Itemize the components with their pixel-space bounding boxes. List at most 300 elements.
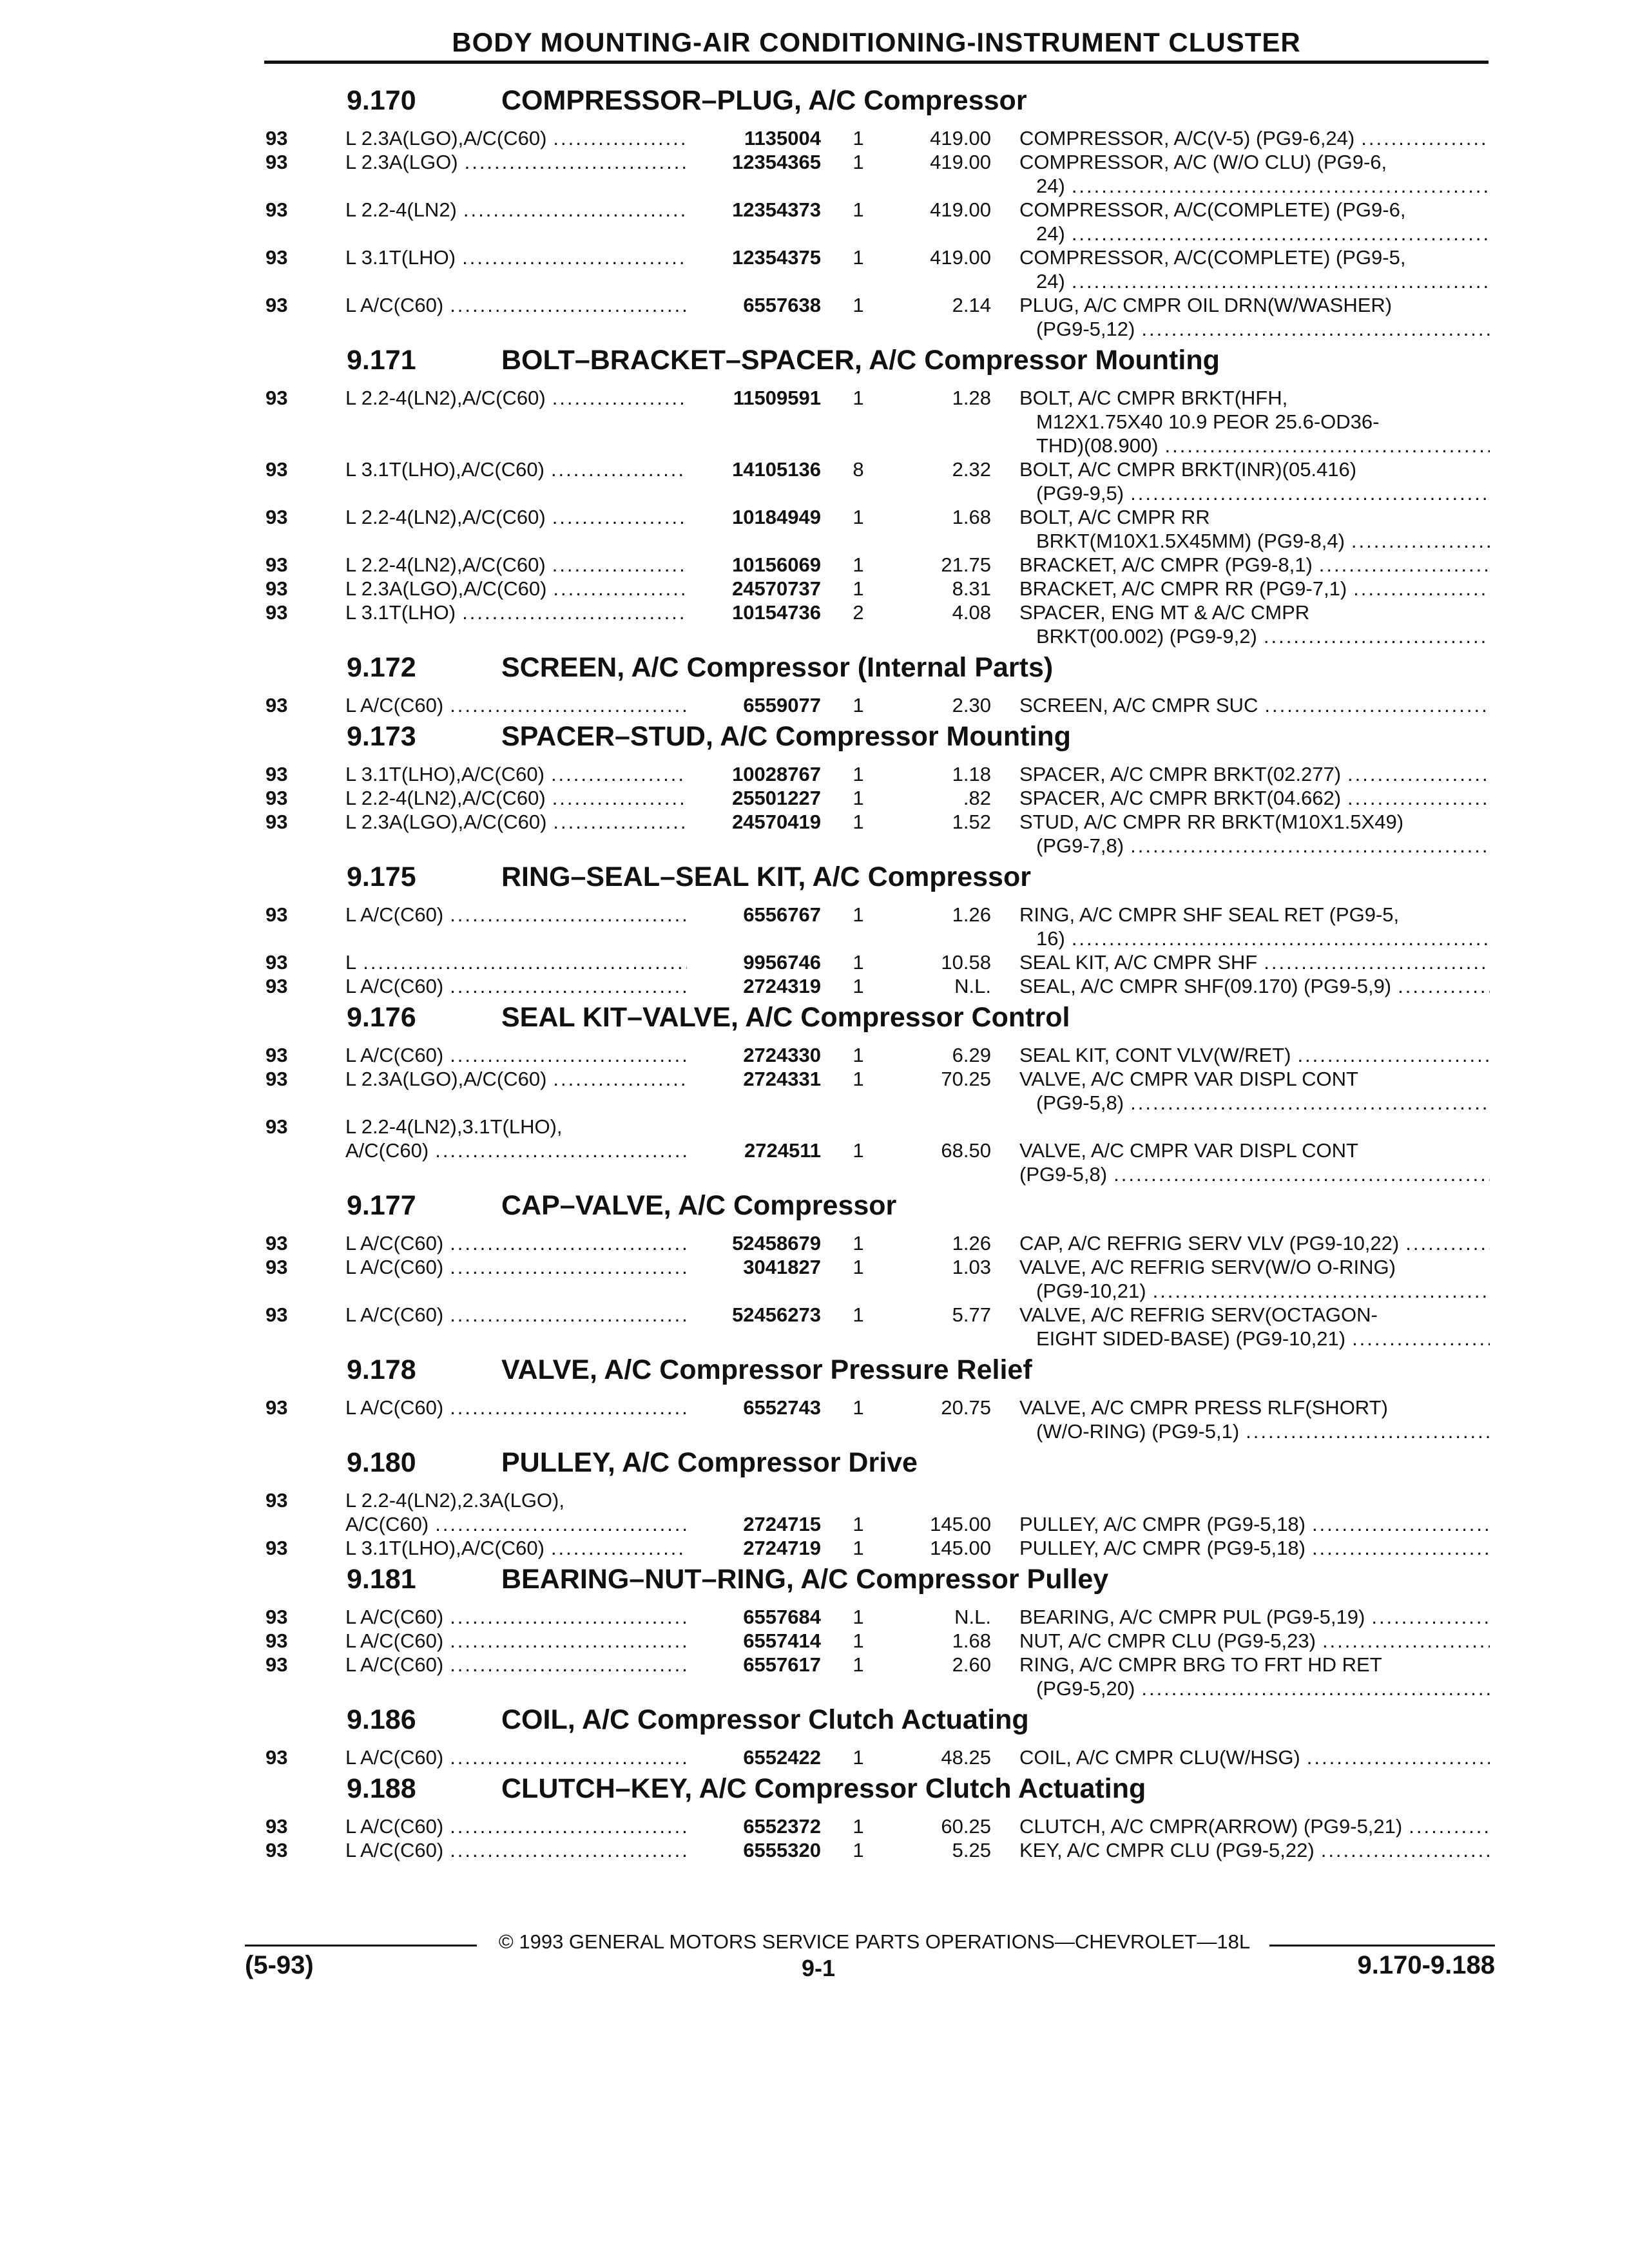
section-title: CLUTCH–KEY, A/C Compressor Clutch Actuating <box>501 1773 1146 1804</box>
part-number: 10028767 <box>732 763 821 785</box>
application-cell <box>345 786 687 810</box>
section-title: COIL, A/C Compressor Clutch Actuating <box>501 1704 1029 1735</box>
description-text: BOLT, A/C CMPR BRKT(INR)(05.416) <box>1019 458 1357 481</box>
description-line <box>1019 1162 1490 1186</box>
part-number: 11509591 <box>733 387 821 409</box>
description-text: SCREEN, A/C CMPR SUC <box>1019 694 1258 716</box>
description-cell <box>1019 150 1490 198</box>
quantity: 1 <box>853 1044 864 1066</box>
quantity: 1 <box>853 1815 864 1838</box>
description-cell <box>1019 762 1490 786</box>
application-line <box>345 1255 687 1279</box>
application-cell <box>345 1838 687 1862</box>
description-text: PULLEY, A/C CMPR (PG9-5,18) <box>1019 1513 1306 1535</box>
description-cell <box>1019 553 1490 577</box>
description-cell <box>1019 245 1490 293</box>
application-cell <box>345 1231 687 1255</box>
description-line <box>1019 1231 1490 1255</box>
price: 419.00 <box>930 198 991 221</box>
description-text: BOLT, A/C CMPR RR <box>1019 506 1210 528</box>
description-text: CAP, A/C REFRIG SERV VLV (PG9-10,22) <box>1019 1232 1400 1254</box>
leader-dots <box>1316 1629 1490 1653</box>
section-header <box>0 1769 1629 1814</box>
description-text: (PG9-10,21) <box>1036 1280 1146 1302</box>
quantity: 1 <box>853 1232 864 1254</box>
description-line <box>1019 222 1490 245</box>
application-cell <box>345 1814 687 1838</box>
application-text: L A/C(C60) <box>345 975 444 997</box>
leader-dots <box>429 1139 687 1162</box>
application-text: L 2.2-4(LN2),A/C(C60) <box>345 787 546 809</box>
part-number: 6552372 <box>743 1815 821 1838</box>
description-cell <box>1019 693 1490 717</box>
footer-rule-right <box>1269 1945 1495 1946</box>
model-year: 93 <box>265 763 288 785</box>
leader-dots <box>1124 1091 1490 1115</box>
section-number: 9.177 <box>347 1190 416 1221</box>
section-title: SPACER–STUD, A/C Compressor Mounting <box>501 721 1071 752</box>
description-text: VALVE, A/C CMPR VAR DISPL CONT <box>1019 1068 1358 1090</box>
price: 70.25 <box>941 1068 991 1090</box>
model-year: 93 <box>265 506 288 528</box>
leader-dots <box>545 1536 687 1560</box>
description-text: (PG9-5,8) <box>1036 1091 1124 1114</box>
model-year: 93 <box>265 294 288 316</box>
description-cell <box>1019 1303 1490 1350</box>
leader-dots <box>1124 481 1490 505</box>
application-line <box>345 762 687 786</box>
quantity: 1 <box>853 1606 864 1628</box>
part-row <box>0 1303 1629 1350</box>
footer-date: (5-93) <box>245 1951 314 1979</box>
description-cell <box>1019 1115 1490 1186</box>
model-year: 93 <box>265 127 288 149</box>
description-line <box>1019 198 1490 222</box>
application-text: L <box>345 951 357 974</box>
application-line <box>345 505 687 529</box>
part-number: 6556767 <box>743 903 821 926</box>
description-cell <box>1019 1255 1490 1303</box>
description-text: VALVE, A/C CMPR VAR DISPL CONT <box>1019 1139 1358 1162</box>
part-number: 6557684 <box>743 1606 821 1628</box>
description-line <box>1019 126 1490 150</box>
description-line <box>1019 1814 1490 1838</box>
description-line <box>1019 269 1490 293</box>
description-line <box>1019 1605 1490 1629</box>
leader-dots <box>443 1653 687 1677</box>
application-text: L 2.2-4(LN2),3.1T(LHO), <box>345 1115 563 1138</box>
part-row <box>0 601 1629 648</box>
section-header <box>0 858 1629 903</box>
price: 2.32 <box>952 458 991 481</box>
part-number: 24570737 <box>732 577 821 600</box>
application-text: L A/C(C60) <box>345 1629 444 1652</box>
description-cell <box>1019 1536 1490 1560</box>
leader-dots <box>546 810 687 834</box>
description-cell <box>1019 293 1490 341</box>
leader-dots <box>1159 434 1490 457</box>
section-title: PULLEY, A/C Compressor Drive <box>501 1447 918 1478</box>
description-line <box>1019 1303 1490 1327</box>
description-line <box>1019 1629 1490 1653</box>
description-line <box>1019 317 1490 341</box>
model-year: 93 <box>265 1839 288 1861</box>
model-year: 93 <box>265 975 288 997</box>
leader-dots <box>1239 1419 1490 1443</box>
leader-dots <box>1257 624 1490 648</box>
model-year: 93 <box>265 246 288 269</box>
price: 419.00 <box>930 246 991 269</box>
description-text: EIGHT SIDED-BASE) (PG9-10,21) <box>1036 1327 1346 1350</box>
leader-dots <box>546 1067 687 1091</box>
section-number: 9.181 <box>347 1564 416 1595</box>
quantity: 1 <box>853 246 864 269</box>
application-line <box>345 198 687 222</box>
section-header <box>0 341 1629 386</box>
part-row <box>0 1043 1629 1067</box>
application-line <box>345 150 687 174</box>
section-number: 9.180 <box>347 1447 416 1478</box>
application-line <box>345 601 687 624</box>
price: 1.52 <box>952 811 991 833</box>
price: 8.31 <box>952 577 991 600</box>
part-number: 52456273 <box>732 1303 821 1326</box>
model-year: 93 <box>265 198 288 221</box>
description-text: STUD, A/C CMPR RR BRKT(M10X1.5X49) <box>1019 811 1404 833</box>
application-line <box>345 293 687 317</box>
application-cell <box>345 245 687 269</box>
leader-dots <box>1345 1327 1490 1350</box>
price: 1.03 <box>952 1256 991 1278</box>
description-line <box>1019 386 1490 410</box>
part-row <box>0 198 1629 245</box>
leader-dots <box>1402 1814 1490 1838</box>
part-number: 6552743 <box>743 1396 821 1419</box>
description-line <box>1019 1067 1490 1091</box>
section-header <box>0 81 1629 126</box>
part-row <box>0 1488 1629 1536</box>
description-cell <box>1019 1629 1490 1653</box>
description-text: NUT, A/C CMPR CLU (PG9-5,23) <box>1019 1629 1316 1652</box>
price: 1.18 <box>952 763 991 785</box>
header-rule <box>264 61 1489 64</box>
leader-dots <box>1315 1838 1490 1862</box>
model-year: 93 <box>265 1256 288 1278</box>
quantity: 1 <box>853 387 864 409</box>
application-line <box>345 950 687 974</box>
leader-dots <box>457 198 687 222</box>
application-text: L A/C(C60) <box>345 694 444 716</box>
part-row <box>0 1396 1629 1443</box>
model-year: 93 <box>265 1396 288 1419</box>
part-row <box>0 457 1629 505</box>
description-line <box>1019 927 1490 950</box>
application-line <box>345 810 687 834</box>
application-line <box>345 1043 687 1067</box>
part-number: 3041827 <box>743 1256 821 1278</box>
description-text: CLUTCH, A/C CMPR(ARROW) (PG9-5,21) <box>1019 1815 1403 1838</box>
application-line <box>345 457 687 481</box>
leader-dots <box>1341 762 1490 786</box>
description-text: 24) <box>1036 222 1065 245</box>
part-row <box>0 505 1629 553</box>
description-line <box>1019 1043 1490 1067</box>
description-line <box>1019 150 1490 174</box>
part-row <box>0 1814 1629 1838</box>
quantity: 1 <box>853 1629 864 1652</box>
leader-dots <box>546 553 687 577</box>
part-number: 10156069 <box>732 553 821 576</box>
description-cell <box>1019 1488 1490 1536</box>
description-text: COMPRESSOR, A/C(COMPLETE) (PG9-5, <box>1019 246 1406 269</box>
price: 2.14 <box>952 294 991 316</box>
quantity: 2 <box>853 601 864 624</box>
description-cell <box>1019 1043 1490 1067</box>
model-year: 93 <box>265 694 288 716</box>
page-header-title: BODY MOUNTING-AIR CONDITIONING-INSTRUMENT CLUSTER <box>452 27 1301 57</box>
application-line <box>345 1653 687 1677</box>
application-line <box>345 1814 687 1838</box>
part-row <box>0 903 1629 950</box>
description-line <box>1019 786 1490 810</box>
application-line <box>345 126 687 150</box>
description-cell <box>1019 1067 1490 1115</box>
part-row <box>0 1653 1629 1700</box>
description-text: BRKT(00.002) (PG9-9,2) <box>1036 625 1257 648</box>
application-text: L 2.3A(LGO),A/C(C60) <box>345 1068 547 1090</box>
leader-dots <box>545 762 687 786</box>
description-cell <box>1019 974 1490 998</box>
description-cell <box>1019 1396 1490 1443</box>
application-line <box>345 903 687 927</box>
application-text: L 3.1T(LHO),A/C(C60) <box>345 763 545 785</box>
application-cell <box>345 903 687 927</box>
part-row <box>0 245 1629 293</box>
price: 48.25 <box>941 1746 991 1769</box>
leader-dots <box>443 1396 687 1419</box>
description-line <box>1019 293 1490 317</box>
quantity: 1 <box>853 1068 864 1090</box>
application-line <box>345 1231 687 1255</box>
leader-dots <box>546 786 687 810</box>
section-title: BOLT–BRACKET–SPACER, A/C Compressor Mounting <box>501 345 1220 376</box>
footer-copyright: © 1993 GENERAL MOTORS SERVICE PARTS OPERATIONS—CHEVROLET—18L <box>498 1930 1251 1953</box>
part-row <box>0 1745 1629 1769</box>
part-number: 52458679 <box>732 1232 821 1254</box>
section-header <box>0 1560 1629 1605</box>
price: 2.30 <box>952 694 991 716</box>
leader-dots <box>1135 317 1490 341</box>
description-line <box>1019 1838 1490 1862</box>
part-number: 6557414 <box>743 1629 821 1652</box>
section-number: 9.176 <box>347 1002 416 1033</box>
application-line <box>345 1629 687 1653</box>
section-title: SEAL KIT–VALVE, A/C Compressor Control <box>501 1002 1070 1033</box>
price: 20.75 <box>941 1396 991 1419</box>
application-text: L 2.2-4(LN2),2.3A(LGO), <box>345 1489 564 1512</box>
price: 60.25 <box>941 1815 991 1838</box>
price: 2.60 <box>952 1653 991 1676</box>
description-text: BEARING, A/C CMPR PUL (PG9-5,19) <box>1019 1606 1365 1628</box>
application-text: L 3.1T(LHO),A/C(C60) <box>345 458 545 481</box>
leader-dots <box>1345 529 1490 553</box>
description-text: SEAL, A/C CMPR SHF(09.170) (PG9-5,9) <box>1019 975 1392 997</box>
description-cell <box>1019 1231 1490 1255</box>
description-text: COMPRESSOR, A/C (W/O CLU) (PG9-6, <box>1019 151 1387 173</box>
footer-page-number: 9-1 <box>801 1955 836 1981</box>
description-text: SEAL KIT, CONT VLV(W/RET) <box>1019 1044 1291 1066</box>
application-cell <box>345 950 687 974</box>
model-year: 93 <box>265 458 288 481</box>
leader-dots <box>1365 1605 1490 1629</box>
application-cell <box>345 1536 687 1560</box>
part-number: 10184949 <box>732 506 821 528</box>
application-cell <box>345 198 687 222</box>
part-row <box>0 150 1629 198</box>
description-line <box>1019 903 1490 927</box>
description-text: RING, A/C CMPR BRG TO FRT HD RET <box>1019 1653 1382 1676</box>
leader-dots <box>443 293 687 317</box>
description-line <box>1019 1279 1490 1303</box>
description-text: BRKT(M10X1.5X45MM) (PG9-8,4) <box>1036 530 1345 552</box>
leader-dots <box>1258 693 1490 717</box>
description-line <box>1019 481 1490 505</box>
section-number: 9.170 <box>347 85 416 116</box>
application-text: L A/C(C60) <box>345 1839 444 1861</box>
quantity: 1 <box>853 1303 864 1326</box>
leader-dots <box>546 577 687 601</box>
leader-dots <box>545 457 687 481</box>
model-year: 93 <box>265 1537 288 1559</box>
application-text: L 2.2-4(LN2),A/C(C60) <box>345 506 546 528</box>
description-line <box>1019 1255 1490 1279</box>
part-row <box>0 974 1629 998</box>
leader-dots <box>1391 974 1490 998</box>
section-title: SCREEN, A/C Compressor (Internal Parts) <box>501 652 1054 683</box>
description-line <box>1019 1327 1490 1350</box>
model-year: 93 <box>265 387 288 409</box>
section-header <box>0 648 1629 693</box>
leader-dots <box>443 1255 687 1279</box>
part-number: 6555320 <box>743 1839 821 1861</box>
application-text: A/C(C60) <box>345 1513 429 1535</box>
description-text: 16) <box>1036 927 1065 950</box>
description-cell <box>1019 505 1490 553</box>
part-row <box>0 1536 1629 1560</box>
description-text: SPACER, ENG MT & A/C CMPR <box>1019 601 1310 624</box>
part-row <box>0 1629 1629 1653</box>
leader-dots <box>458 150 687 174</box>
description-cell <box>1019 903 1490 950</box>
application-cell <box>345 1653 687 1677</box>
application-cell <box>345 457 687 481</box>
quantity: 1 <box>853 763 864 785</box>
description-text: (PG9-5,8) <box>1019 1163 1108 1186</box>
application-cell <box>345 577 687 601</box>
section-number: 9.178 <box>347 1354 416 1385</box>
description-text: M12X1.75X40 10.9 PEOR 25.6-OD36- <box>1036 410 1380 433</box>
application-line <box>345 1605 687 1629</box>
application-line <box>345 786 687 810</box>
description-cell <box>1019 1745 1490 1769</box>
part-number: 25501227 <box>732 787 821 809</box>
price: .82 <box>963 787 991 809</box>
application-cell <box>345 1605 687 1629</box>
description-line <box>1019 834 1490 858</box>
quantity: 1 <box>853 1537 864 1559</box>
model-year: 93 <box>265 1815 288 1838</box>
section-header <box>0 1350 1629 1396</box>
application-text: L A/C(C60) <box>345 1606 444 1628</box>
description-text: PLUG, A/C CMPR OIL DRN(W/WASHER) <box>1019 294 1393 316</box>
part-row <box>0 762 1629 786</box>
part-number: 2724319 <box>743 975 821 997</box>
part-number: 6557617 <box>743 1653 821 1676</box>
section-number: 9.171 <box>347 345 416 376</box>
parts-catalog-content <box>0 81 1629 1862</box>
leader-dots <box>443 1605 687 1629</box>
description-line <box>1019 950 1490 974</box>
description-line <box>1019 1488 1490 1512</box>
application-text: L 2.3A(LGO),A/C(C60) <box>345 577 547 600</box>
description-text: 24) <box>1036 270 1065 293</box>
leader-dots <box>443 1303 687 1327</box>
model-year: 93 <box>265 903 288 926</box>
quantity: 1 <box>853 1513 864 1535</box>
part-row <box>0 1605 1629 1629</box>
leader-dots <box>1313 553 1490 577</box>
application-text: L 3.1T(LHO) <box>345 246 456 269</box>
footer-rule-left <box>245 1945 477 1946</box>
description-line <box>1019 434 1490 457</box>
price: 1.26 <box>952 1232 991 1254</box>
part-row <box>0 1838 1629 1862</box>
application-line <box>345 1838 687 1862</box>
description-text: PULLEY, A/C CMPR (PG9-5,18) <box>1019 1537 1306 1559</box>
description-cell <box>1019 950 1490 974</box>
application-line <box>345 553 687 577</box>
part-number: 10154736 <box>732 601 821 624</box>
description-line <box>1019 1745 1490 1769</box>
description-line <box>1019 245 1490 269</box>
application-cell <box>345 1255 687 1279</box>
description-line <box>1019 457 1490 481</box>
description-line <box>1019 529 1490 553</box>
description-line <box>1019 693 1490 717</box>
price: 10.58 <box>941 951 991 974</box>
application-cell <box>345 1745 687 1769</box>
application-text: L A/C(C60) <box>345 1815 444 1838</box>
leader-dots <box>356 950 687 974</box>
model-year: 93 <box>265 787 288 809</box>
leader-dots <box>443 1745 687 1769</box>
leader-dots <box>1065 174 1490 198</box>
description-line <box>1019 410 1490 434</box>
section-number: 9.175 <box>347 861 416 892</box>
model-year: 93 <box>265 1489 288 1512</box>
part-number: 2724719 <box>743 1537 821 1559</box>
description-cell <box>1019 457 1490 505</box>
description-line <box>1019 1396 1490 1419</box>
leader-dots <box>1146 1279 1490 1303</box>
application-cell <box>345 693 687 717</box>
description-text: VALVE, A/C REFRIG SERV(OCTAGON- <box>1019 1303 1378 1326</box>
section-header <box>0 717 1629 762</box>
application-line <box>345 1512 687 1536</box>
part-number: 12354365 <box>732 151 821 173</box>
section-title: COMPRESSOR–PLUG, A/C Compressor <box>501 85 1027 116</box>
leader-dots <box>546 126 687 150</box>
